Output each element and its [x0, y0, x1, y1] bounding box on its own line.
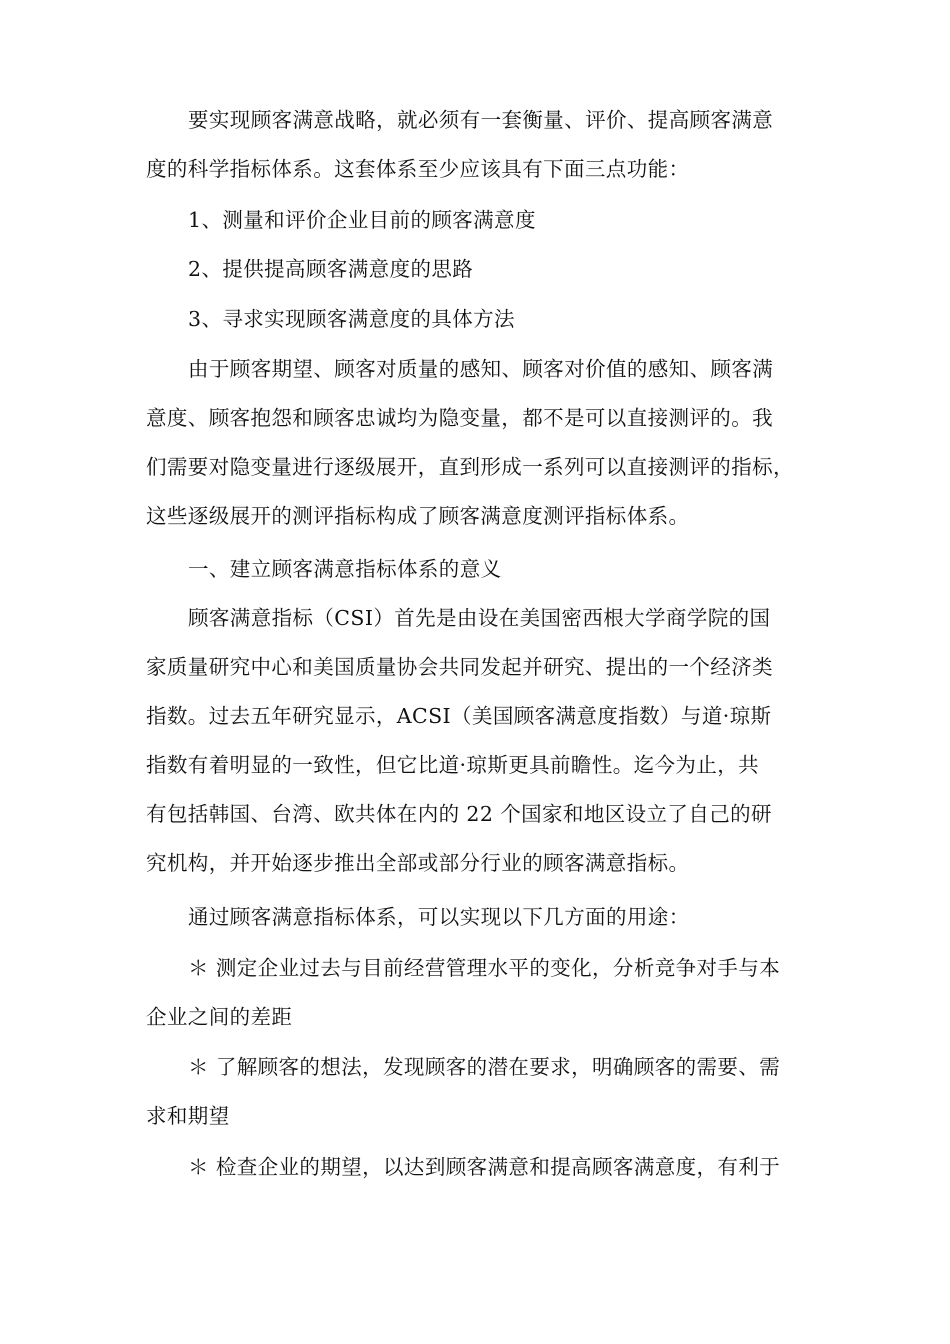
paragraph-uses-intro — [146, 893, 816, 942]
text-line: 一、建立顾客满意指标体系的意义 — [188, 557, 502, 581]
text-line: 企业之间的差距 — [146, 1005, 293, 1029]
text-line: 指数。过去五年研究显示，ACSI（美国顾客满意度指数）与道·琼斯 — [146, 704, 772, 728]
text-line: 顾客满意指标（CSI）首先是由设在美国密西根大学商学院的国 — [188, 606, 771, 630]
bullet-item-understand — [146, 1043, 816, 1141]
text-line: 意度、顾客抱怨和顾客忠诚均为隐变量，都不是可以直接测评的。我 — [146, 406, 773, 430]
text-line: 求和期望 — [146, 1104, 230, 1128]
section-heading-significance — [146, 545, 816, 594]
text-line: ＊ 检查企业的期望，以达到顾客满意和提高顾客满意度，有利于 — [188, 1155, 781, 1179]
text-line: 这些逐级展开的测评指标构成了顾客满意度测评指标体系。 — [146, 504, 690, 528]
list-item-function-1 — [146, 196, 816, 245]
paragraph-strategy-intro — [146, 96, 816, 194]
text-line: 3、寻求实现顾客满意度的具体方法 — [188, 307, 515, 331]
text-line: 由于顾客期望、顾客对质量的感知、顾客对价值的感知、顾客满 — [188, 357, 774, 381]
list-item-function-3 — [146, 295, 816, 344]
text-line: 通过顾客满意指标体系，可以实现以下几方面的用途： — [188, 905, 690, 929]
paragraph-csi-history — [146, 594, 816, 888]
text-line: 度的科学指标体系。这套体系至少应该具有下面三点功能： — [146, 157, 690, 181]
text-line: 们需要对隐变量进行逐级展开，直到形成一系列可以直接测评的指标， — [146, 455, 794, 479]
bullet-item-check — [146, 1143, 816, 1192]
text-line: ＊ 测定企业过去与目前经营管理水平的变化，分析竞争对手与本 — [188, 956, 781, 980]
text-line: 2、提供提高顾客满意度的思路 — [188, 257, 474, 281]
text-line: 1、测量和评价企业目前的顾客满意度 — [188, 208, 536, 232]
paragraph-latent-variables — [146, 345, 816, 541]
text-line: 有包括韩国、台湾、欧共体在内的 22 个国家和地区设立了自己的研 — [146, 802, 772, 826]
text-line: 要实现顾客满意战略，就必须有一套衡量、评价、提高顾客满意 — [188, 108, 774, 132]
text-line: ＊ 了解顾客的想法，发现顾客的潜在要求，明确顾客的需要、需 — [188, 1055, 781, 1079]
text-line: 指数有着明显的一致性，但它比道·琼斯更具前瞻性。迄今为止，共 — [146, 753, 760, 777]
list-item-function-2 — [146, 245, 816, 294]
bullet-item-measure — [146, 944, 816, 1042]
text-line: 究机构，并开始逐步推出全部或部分行业的顾客满意指标。 — [146, 851, 690, 875]
text-line: 家质量研究中心和美国质量协会共同发起并研究、提出的一个经济类 — [146, 655, 773, 679]
